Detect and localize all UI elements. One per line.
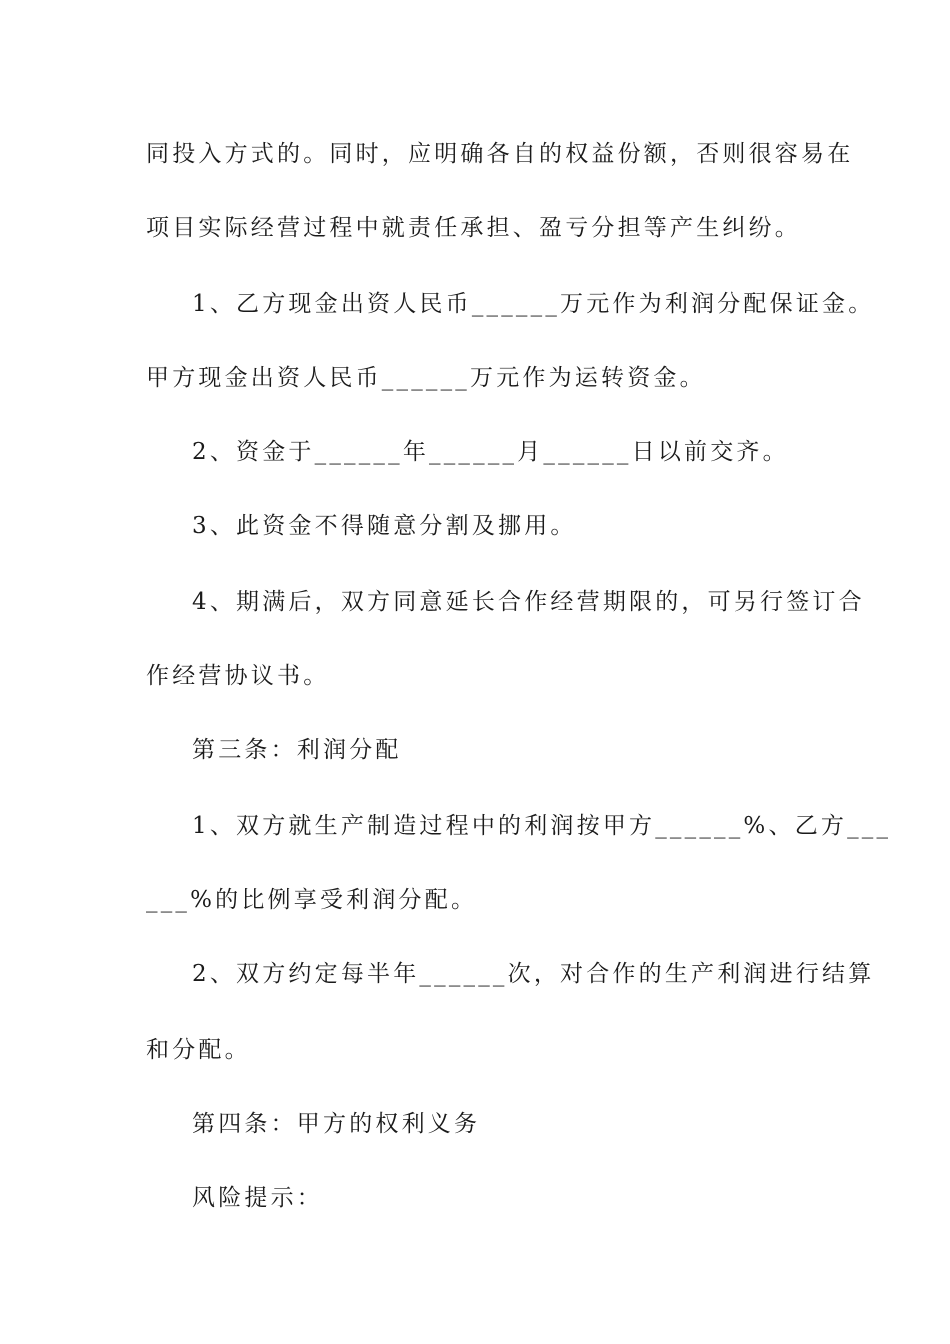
- text-line-6: 3、此资金不得随意分割及挪用。: [192, 513, 577, 539]
- text-line-7: 4、期满后，双方同意延长合作经营期限的，可另行签订合: [192, 589, 865, 615]
- text-line-1: 同投入方式的。同时，应明确各自的权益份额，否则很容易在: [146, 141, 854, 167]
- text-line-2: 项目实际经营过程中就责任承担、盈亏分担等产生纠纷。: [146, 215, 801, 241]
- text-line-11: ___%的比例享受利润分配。: [146, 887, 478, 913]
- text-line-12: 2、双方约定每半年______次，对合作的生产利润进行结算: [192, 961, 875, 987]
- text-line-10: 1、双方就生产制造过程中的利润按甲方______%、乙方___: [192, 813, 892, 839]
- text-line-13: 和分配。: [146, 1037, 251, 1063]
- text-line-8: 作经营协议书。: [146, 663, 330, 689]
- section-heading-article-4: 第四条：甲方的权利义务: [192, 1111, 481, 1137]
- text-line-4: 甲方现金出资人民币______万元作为运转资金。: [146, 365, 706, 391]
- text-line-3: 1、乙方现金出资人民币______万元作为利润分配保证金。: [192, 291, 875, 317]
- text-line-5: 2、资金于______年______月______日以前交齐。: [192, 439, 789, 465]
- risk-notice-heading: 风险提示：: [192, 1185, 323, 1211]
- section-heading-article-3: 第三条：利润分配: [192, 737, 402, 763]
